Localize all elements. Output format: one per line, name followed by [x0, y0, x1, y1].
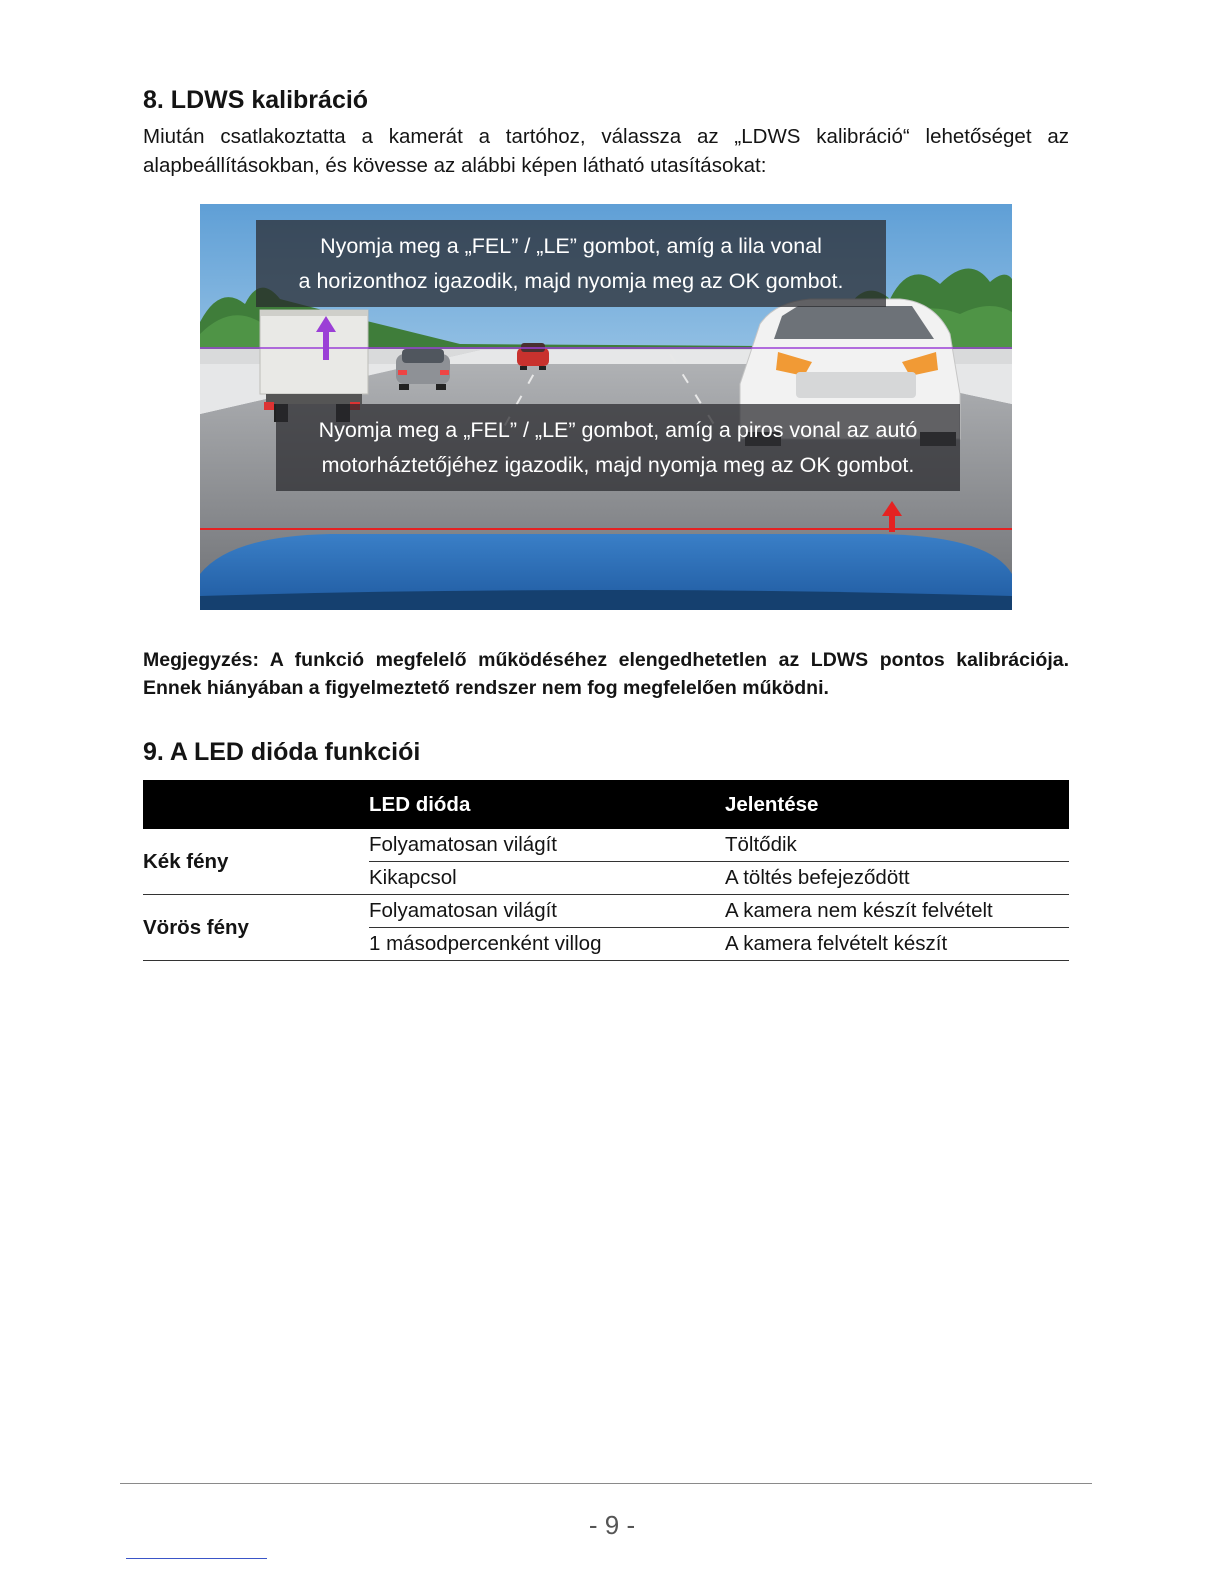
led-meaning-cell: A töltés befejeződött [725, 862, 1069, 895]
note-text: A funkció megfelelő működéséhez elengedhetetlen az LDWS pontos kalibrációja. Ennek hiányában a figyelmeztető rendszer nem fog megfelelően működni. [143, 649, 1069, 699]
section-8-heading: 8. LDWS kalibráció [143, 86, 369, 114]
table-header-cell: LED dióda [369, 780, 725, 829]
red-car [517, 343, 549, 370]
caption-line: Nyomja meg a „FEL” / „LE” gombot, amíg a piros vonal az autó [318, 418, 918, 442]
calibration-note [143, 646, 1069, 702]
led-meaning-cell: Töltődik [725, 829, 1069, 862]
caption-line: motorháztetőjéhez igazodik, majd nyomja meg az OK gombot. [321, 453, 915, 477]
led-function-table [143, 780, 1069, 961]
table-row [143, 895, 1069, 928]
section-9-heading: 9. A LED dióda funkciói [143, 738, 421, 766]
led-meaning-cell: A kamera nem készít felvételt [725, 895, 1069, 928]
led-color-label: Kék fény [143, 829, 369, 895]
led-state-cell: Folyamatosan világít [369, 895, 725, 928]
caption-line: Nyomja meg a „FEL” / „LE” gombot, amíg a lila vonal [320, 234, 822, 258]
led-state-cell: 1 másodpercenként villog [369, 928, 725, 961]
table-header-cell [143, 780, 369, 829]
page-number: - 9 - [588, 1510, 636, 1540]
led-state-cell: Folyamatosan világít [369, 829, 725, 862]
section-8-intro: Miután csatlakoztatta a kamerát a tartóhoz, válassza az „LDWS kalibráció“ lehetőséget az alapbeállításokban, és kövesse az alábbi képen látható utasításokat: [143, 125, 1069, 177]
led-color-label: Vörös fény [143, 895, 369, 961]
caption-line: a horizonthoz igazodik, majd nyomja meg az OK gombot. [298, 269, 844, 293]
led-state-cell: Kikapcsol [369, 862, 725, 895]
table-header-row [143, 780, 1069, 829]
footer-link-underline [126, 1558, 267, 1559]
grey-car [396, 349, 450, 390]
footer-divider [120, 1483, 1092, 1484]
note-label: Megjegyzés: [143, 649, 259, 671]
led-meaning-cell: A kamera felvételt készít [725, 928, 1069, 961]
table-row [143, 829, 1069, 862]
instruction-caption-hood [276, 404, 960, 491]
table-header-cell: Jelentése [725, 780, 1069, 829]
instruction-caption-horizon [256, 220, 886, 307]
